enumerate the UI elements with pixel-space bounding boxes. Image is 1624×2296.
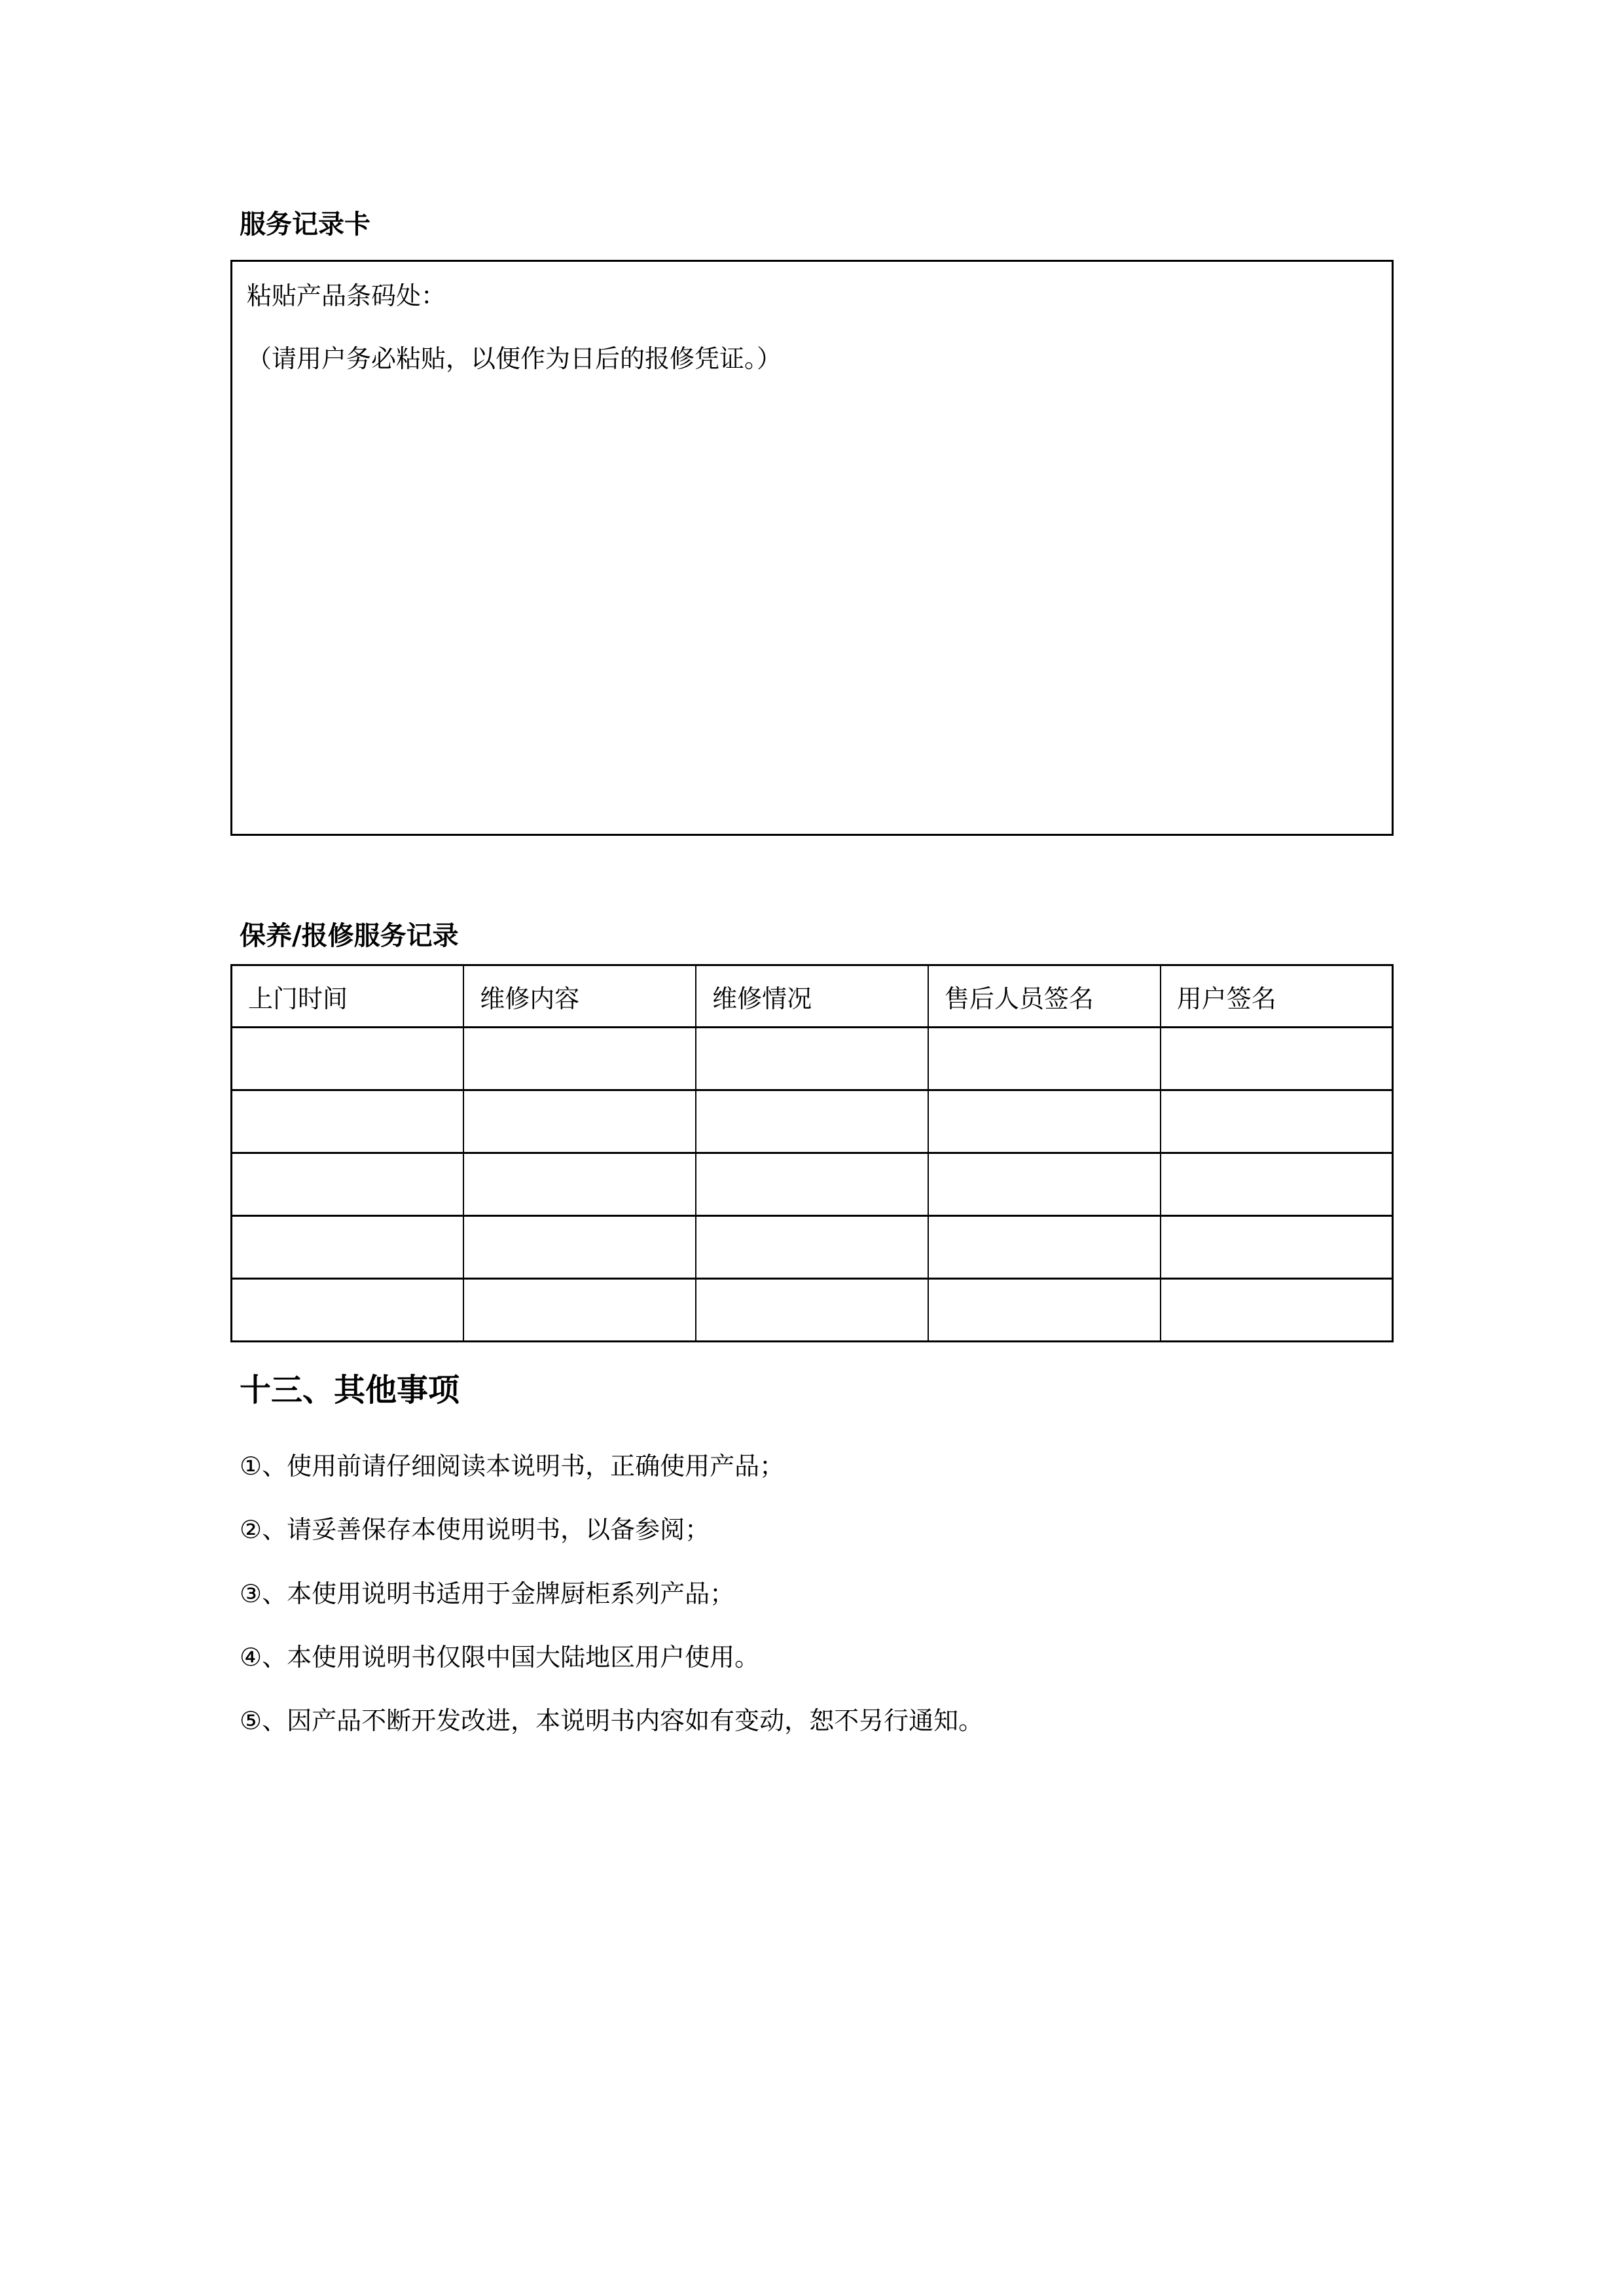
table-row <box>232 1216 1393 1279</box>
table-cell <box>1161 1028 1393 1090</box>
table-cell <box>463 1028 696 1090</box>
table-cell <box>232 1028 464 1090</box>
table-header-staff-signature: 售后人员签名 <box>928 965 1161 1028</box>
table-cell <box>463 1216 696 1279</box>
table-cell <box>1161 1153 1393 1216</box>
table-cell <box>696 1028 928 1090</box>
barcode-box-label: 粘贴产品条码处： <box>247 281 446 310</box>
table-row <box>232 1153 1393 1216</box>
table-cell <box>463 1279 696 1342</box>
table-cell <box>696 1216 928 1279</box>
table-row <box>232 1090 1393 1153</box>
table-cell <box>232 1279 464 1342</box>
table-header-repair-content: 维修内容 <box>463 965 696 1028</box>
table-cell <box>1161 1216 1393 1279</box>
table-row <box>232 1279 1393 1342</box>
note-item: ①、使用前请仔细阅读本说明书，正确使用产品； <box>240 1452 785 1481</box>
table-cell <box>232 1153 464 1216</box>
table-row <box>232 1028 1393 1090</box>
table-cell <box>928 1153 1161 1216</box>
table-cell <box>1161 1090 1393 1153</box>
table-cell <box>928 1090 1161 1153</box>
note-item: ④、本使用说明书仅限中国大陆地区用户使用。 <box>240 1642 760 1672</box>
other-notes-list <box>230 1449 1394 1738</box>
table-row <box>232 965 1393 1028</box>
barcode-box-note: （请用户务必粘贴，以便作为日后的报修凭证。） <box>247 344 782 374</box>
table-cell <box>232 1216 464 1279</box>
table-cell <box>696 1279 928 1342</box>
table-cell <box>696 1153 928 1216</box>
service-record-table <box>230 964 1394 1342</box>
table-header-repair-status: 维修情况 <box>696 965 928 1028</box>
table-cell <box>928 1028 1161 1090</box>
table-cell <box>696 1090 928 1153</box>
barcode-paste-box <box>230 260 1394 836</box>
note-item: ②、请妥善保存本使用说明书，以备参阅； <box>240 1515 710 1545</box>
service-card-title: 服务记录卡 <box>240 209 370 240</box>
table-cell <box>463 1153 696 1216</box>
table-cell <box>928 1216 1161 1279</box>
other-notes-title: 十三、其他事项 <box>240 1372 460 1408</box>
service-record-table-body <box>232 1028 1393 1342</box>
table-cell <box>463 1090 696 1153</box>
note-item: ③、本使用说明书适用于金牌厨柜系列产品； <box>240 1579 735 1608</box>
note-item: ⑤、因产品不断开发改进，本说明书内容如有变动，恕不另行通知。 <box>240 1706 984 1735</box>
service-record-title: 保养/报修服务记录 <box>240 921 459 951</box>
table-header-user-signature: 用户签名 <box>1161 965 1393 1028</box>
table-cell <box>928 1279 1161 1342</box>
table-cell <box>232 1090 464 1153</box>
table-cell <box>1161 1279 1393 1342</box>
table-header-visit-time: 上门时间 <box>232 965 464 1028</box>
table-header-row <box>232 965 1393 1028</box>
